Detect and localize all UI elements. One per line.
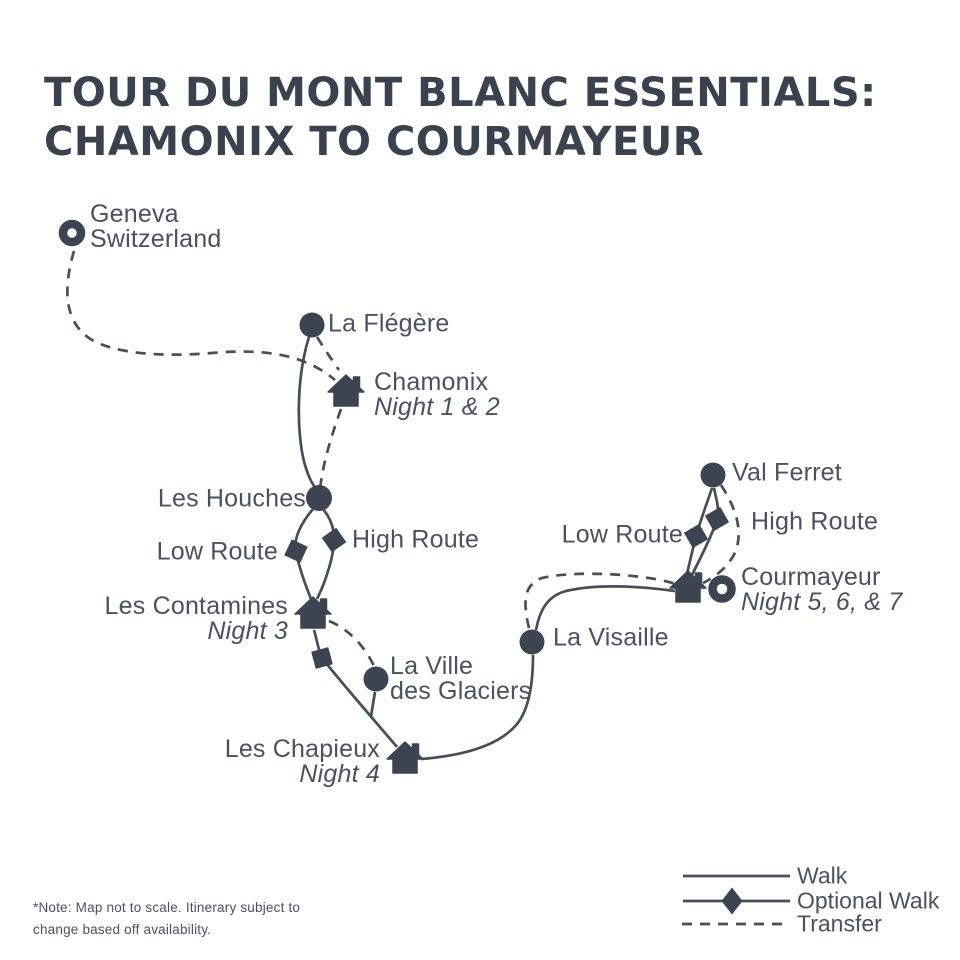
high-route-west-diamond-icon (320, 526, 349, 555)
geneva-label (90, 202, 221, 252)
val-ferret-label: Val Ferret (732, 458, 842, 487)
page-title-line1: TOUR DU MONT BLANC ESSENTIALS: (44, 69, 877, 116)
page-title-line2: CHAMONIX TO COURMAYEUR (44, 118, 705, 165)
optional-walk-lescontamines-to-leschapieux (314, 630, 397, 747)
map-footnote-line1: *Note: Map not to scale. Itinerary subject to (33, 900, 301, 915)
optional-walk-high-route-west (317, 509, 334, 599)
la-visaille-stop-dot-icon (520, 630, 545, 655)
val-ferret-stop-dot-icon (701, 463, 726, 488)
les-contamines-label-nights: Night 3 (207, 617, 288, 645)
la-flegere-stop-dot-icon (300, 313, 325, 338)
courmayeur-label (741, 565, 902, 615)
legend-optional-walk-diamond-icon (722, 888, 743, 915)
geneva-label-line1: Geneva (90, 200, 179, 228)
low-route-east-label: Low Route (561, 520, 683, 549)
la-ville-label-line1: La Ville (390, 652, 474, 680)
les-chapieux-label (225, 737, 380, 787)
la-flegere-label: La Flégère (328, 309, 450, 338)
map-footnote (33, 897, 300, 941)
les-chapieux-house-icon (387, 742, 423, 773)
la-ville-label-line2: des Glaciers (390, 677, 532, 705)
courmayeur-label-nights: Night 5, 6, & 7 (741, 588, 903, 616)
walk-lavilledesglaciers-to-trail (371, 692, 375, 716)
les-chapieux-label-name: Les Chapieux (224, 735, 380, 763)
high-route-west-label: High Route (352, 525, 480, 554)
la-visaille-label: La Visaille (553, 623, 669, 652)
courmayeur-end-ring-icon (713, 580, 732, 599)
chamonix-label-nights: Night 1 & 2 (374, 393, 500, 421)
courmayeur-label-name: Courmayeur (741, 563, 881, 591)
legend-walk-label: Walk (797, 862, 848, 889)
trail-diamond-icon (305, 641, 339, 675)
les-contamines-house-icon (295, 597, 331, 628)
map-footnote-line2: change based off availability. (33, 922, 212, 937)
page-title (44, 69, 944, 167)
les-contamines-label (105, 594, 288, 644)
transfer-lescontamines-to-lavilledesglaciers (329, 621, 374, 666)
les-houches-stop-dot-icon (306, 485, 332, 511)
la-ville-des-glaciers-stop-dot-icon (364, 667, 389, 692)
courmayeur-house-icon (670, 571, 706, 602)
la-ville-des-glaciers-label (390, 654, 531, 704)
high-route-east-label: High Route (751, 507, 879, 536)
transfer-chamonix-to-leshouches (320, 409, 341, 489)
chamonix-label (374, 370, 500, 420)
legend-transfer-label: Transfer (797, 910, 882, 937)
les-houches-label: Les Houches (157, 484, 306, 513)
legend-optional-walk-label: Optional Walk (797, 887, 940, 914)
low-route-west-label: Low Route (156, 537, 278, 566)
transfer-laflegere-to-chamonix (317, 337, 339, 370)
geneva-label-line2: Switzerland (90, 225, 222, 253)
chamonix-label-name: Chamonix (374, 368, 489, 396)
geneva-start-ring-icon (63, 224, 81, 242)
les-chapieux-label-nights: Night 4 (299, 760, 380, 788)
transfer-geneva-to-chamonix (67, 251, 335, 380)
les-contamines-label-name: Les Contamines (104, 592, 288, 620)
